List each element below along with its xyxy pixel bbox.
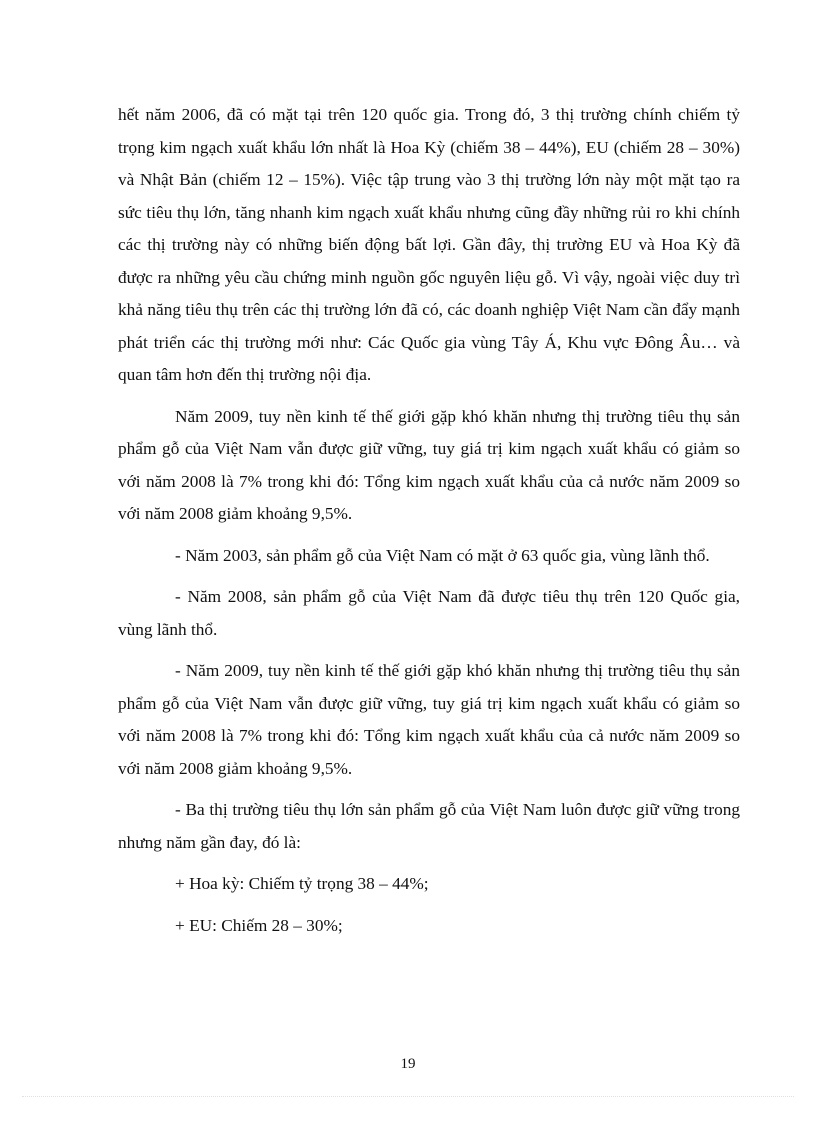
list-item-eu-share: + EU: Chiếm 28 – 30%; <box>175 915 343 935</box>
paragraph-2008-markets: - Năm 2008, sản phẩm gỗ của Việt Nam đã được tiêu thụ trên 120 Quốc gia, vùng lãnh thổ. <box>118 587 740 639</box>
footer-divider <box>22 1096 794 1097</box>
paragraph-three-main-markets: - Ba thị trường tiêu thụ lớn sản phẩm gỗ của Việt Nam luôn được giữ vững trong nhưng năm gần đay, đó là: <box>118 800 740 852</box>
page-number: 19 <box>400 1056 416 1072</box>
paragraph-2003-markets: - Năm 2003, sản phẩm gỗ của Việt Nam có mặt ở 63 quốc gia, vùng lãnh thổ. <box>175 545 710 565</box>
page-body <box>118 99 740 951</box>
paragraph-2009-markets: - Năm 2009, tuy nền kinh tế thế giới gặp khó khăn nhưng thị trường tiêu thụ sản phẩm gỗ của Việt Nam vẫn được giữ vững, tuy giá trị kim ngạch xuất khẩu có giảm so với năm 2008 là 7% trong khi đó: Tổng kim ngạch xuất khẩu của cả nước năm 2009 so với năm 2008 giảm khoảng 9,5%. <box>118 661 740 778</box>
paragraph-2009-summary: Năm 2009, tuy nền kinh tế thế giới gặp khó khăn nhưng thị trường tiêu thụ sản phẩm gỗ của Việt Nam vẫn được giữ vững, tuy giá trị kim ngạch xuất khẩu có giảm so với năm 2008 là 7% trong khi đó: Tổng kim ngạch xuất khẩu của cả nước năm 2009 so với năm 2008 giảm khoảng 9,5%. <box>118 406 740 523</box>
paragraph-markets-overview: hết năm 2006, đã có mặt tại trên 120 quốc gia. Trong đó, 3 thị trường chính chiếm tỷ trọng kim ngạch xuất khẩu lớn nhất là Hoa Kỳ (chiếm 38 – 44%), EU (chiếm 28 – 30%) và Nhật Bản (chiếm 12 – 15%). Việc tập trung vào 3 thị trường lớn này một mặt tạo ra sức tiêu thụ lớn, tăng nhanh kim ngạch xuất khẩu nhưng cũng đầy những rủi ro khi chính các thị trường này có những biến động bất lợi. Gần đây, thị trường EU và Hoa Kỳ đã được ra những yêu cầu chứng minh nguồn gốc nguyên liệu gỗ. Vì vậy, ngoài việc duy trì khả năng tiêu thụ trên các thị trường lớn đã có, các doanh nghiệp Việt Nam cần đẩy mạnh phát triển các thị trường mới như: Các Quốc gia vùng Tây Á, Khu vực Đông Âu… và quan tâm hơn đến thị trường nội địa. <box>118 105 740 384</box>
list-item-us-share: + Hoa kỳ: Chiếm tỷ trọng 38 – 44%; <box>175 874 429 893</box>
